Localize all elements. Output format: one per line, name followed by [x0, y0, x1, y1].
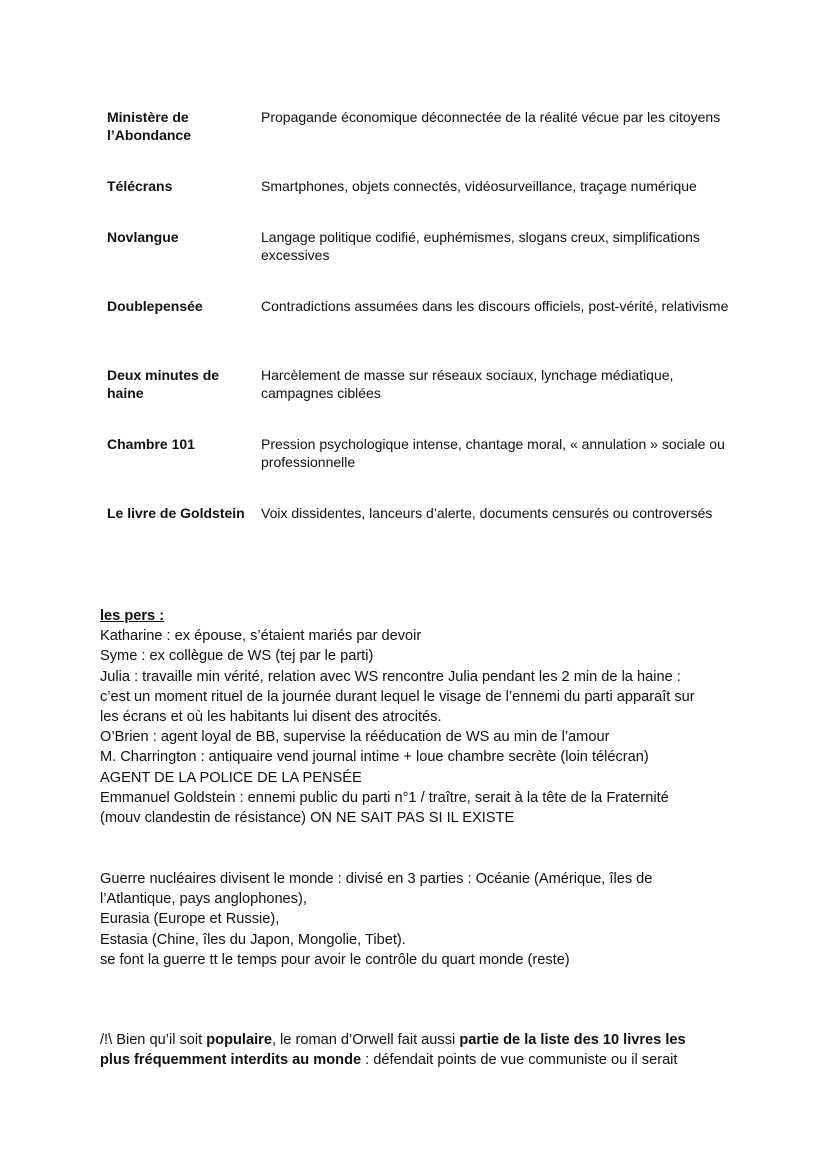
term-cell: Le livre de Goldstein: [107, 505, 245, 521]
definition-cell: Pression psychologique intense, chantage moral, « annulation » sociale ou professionnelle: [261, 436, 725, 470]
warning-text: /!\ Bien qu’il soit: [100, 1032, 207, 1048]
text-line: Eurasia (Europe et Russie),: [100, 911, 280, 928]
warning-bold: partie de la liste des 10 livres les: [459, 1032, 686, 1048]
warning-text: : défendait points de vue communiste ou il serait: [361, 1052, 678, 1069]
warning-paragraph: [100, 1030, 740, 1070]
text-line: l’Atlantique, pays anglophones),: [100, 891, 307, 908]
definition-cell: Langage politique codifié, euphémismes, slogans creux, simplifications excessives: [261, 229, 700, 263]
text-line: AGENT DE LA POLICE DE LA PENSÉE: [100, 769, 362, 786]
definition-cell: Propagande économique déconnectée de la réalité vécue par les citoyens: [261, 109, 721, 125]
characters-section: [100, 606, 740, 828]
text-line: se font la guerre tt le temps pour avoir le contrôle du quart monde (reste): [100, 951, 570, 968]
text-line: Katharine : ex épouse, s’étaient mariés par devoir: [100, 628, 422, 645]
text-line: O’Brien : agent loyal de BB, supervise la rééducation de WS au min de l’amour: [100, 729, 610, 746]
text-line: Estasia (Chine, îles du Japon, Mongolie, Tibet).: [100, 931, 406, 948]
warning-bold: populaire: [206, 1032, 272, 1048]
term-cell: Novlangue: [107, 229, 179, 245]
definition-cell: Contradictions assumées dans les discours officiels, post-vérité, relativisme: [261, 298, 729, 314]
term-cell: Télécrans: [107, 178, 173, 194]
text-line: Syme : ex collègue de WS (tej par le parti): [100, 648, 374, 665]
definition-cell: Smartphones, objets connectés, vidéosurveillance, traçage numérique: [261, 178, 697, 194]
term-cell: Deux minutes de haine: [107, 367, 220, 401]
term-cell: Doublepensée: [107, 298, 203, 314]
text-line: les écrans et où les habitants lui disent des atrocités.: [100, 709, 442, 726]
text-line: (mouv clandestin de résistance) ON NE SAIT PAS SI IL EXISTE: [100, 810, 515, 827]
definition-cell: Voix dissidentes, lanceurs d’alerte, documents censurés ou controversés: [261, 505, 713, 521]
text-line: Emmanuel Goldstein : ennemi public du parti n°1 / traître, serait à la tête de la Fraternité: [100, 789, 669, 806]
definition-cell: Harcèlement de masse sur réseaux sociaux, lynchage médiatique, campagnes ciblées: [261, 367, 674, 401]
text-line: c’est un moment rituel de la journée durant lequel le visage de l’ennemi du parti apparaît sur: [100, 688, 695, 705]
term-cell: Chambre 101: [107, 436, 195, 452]
warning-text: , le roman d’Orwell fait aussi: [271, 1032, 460, 1048]
world-section: [100, 869, 740, 970]
text-line: M. Charrington : antiquaire vend journal intime + loue chambre secrète (loin télécran): [100, 749, 649, 766]
text-line: Guerre nucléaires divisent le monde : divisé en 3 parties : Océanie (Amérique, îles de: [100, 871, 653, 887]
warning-bold: plus fréquemment interdits au monde: [100, 1052, 362, 1069]
term-cell: Ministère de l’Abondance: [107, 109, 192, 143]
text-line: Julia : travaille min vérité, relation avec WS rencontre Julia pendant les 2 min de la haine :: [100, 668, 681, 685]
characters-heading: les pers :: [100, 608, 165, 624]
